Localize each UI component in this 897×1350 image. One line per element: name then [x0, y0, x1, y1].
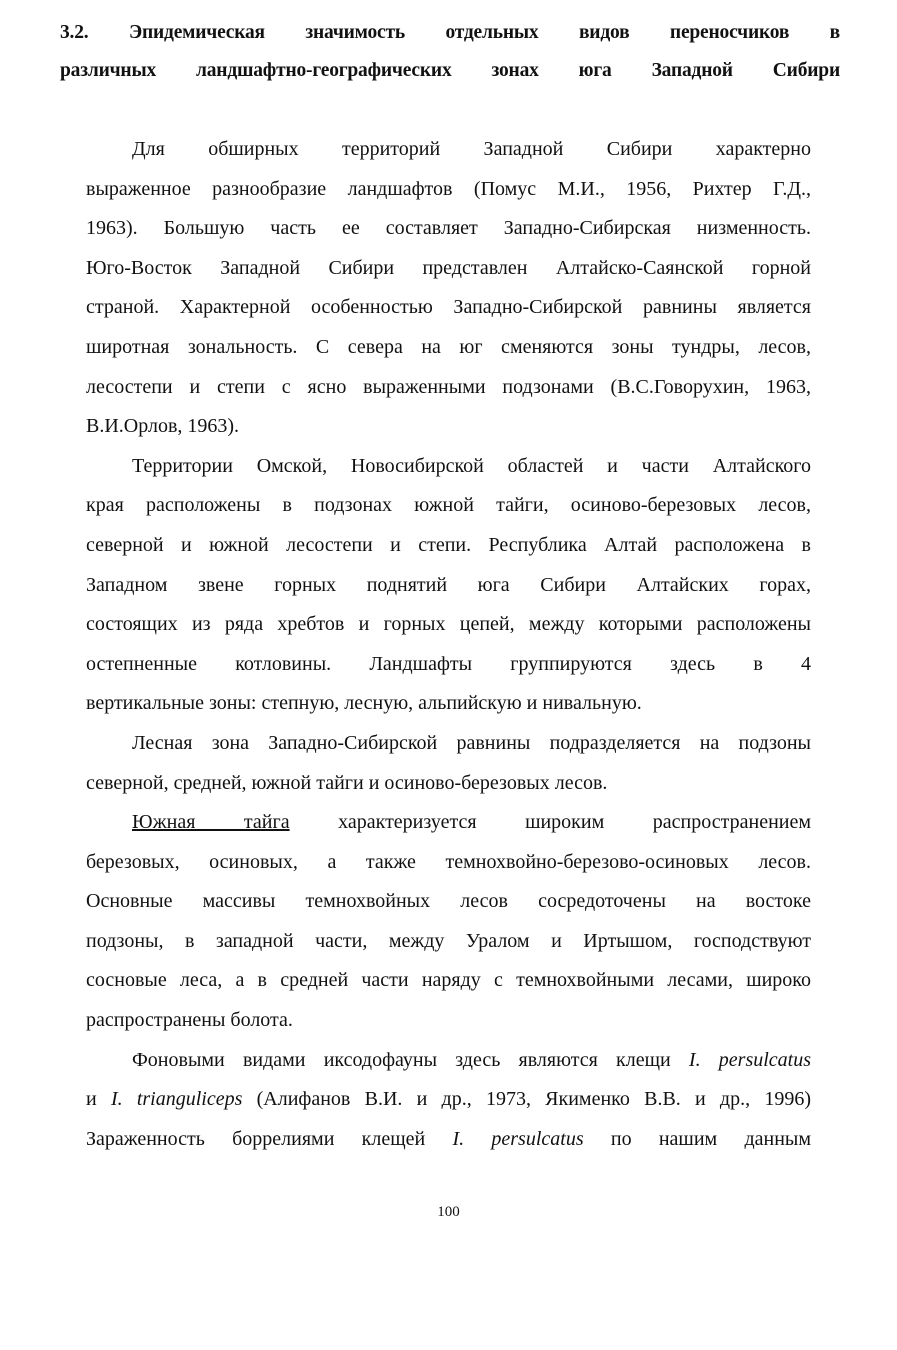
species-name: I. persulcatus — [688, 1048, 811, 1071]
paragraph-4 — [86, 803, 811, 1041]
text-line: сосновые леса, а в средней части наряду с темнохвойными лесами, широко — [86, 969, 811, 992]
text-line: 1963). Большую часть ее составляет Западно-Сибирская низменность. — [86, 217, 811, 240]
text-line — [86, 1120, 811, 1160]
heading-line-2: различных ландшафтно-географических зонах юга Западной Сибири — [60, 60, 840, 81]
text-fragment: характеризуется широким распространением — [338, 811, 812, 834]
text-line — [86, 1080, 811, 1120]
species-name: I. trianguliceps — [110, 1088, 243, 1111]
text-line: страной. Характерной особенностью Западно-Сибирской равнины является — [86, 296, 811, 319]
text-fragment: Зараженность боррелиями клещей — [86, 1127, 426, 1150]
heading-line-1: 3.2. Эпидемическая значимость отдельных видов переносчиков в — [60, 22, 840, 43]
paragraph-3 — [86, 724, 811, 803]
text-line: выраженное разнообразие ландшафтов (Помус М.И., 1956, Рихтер Г.Д., — [86, 177, 811, 200]
text-line: подзоны, в западной части, между Уралом и Иртышом, господствуют — [86, 929, 811, 952]
text-line — [86, 1041, 811, 1081]
text-line: распространены болота. — [86, 1009, 293, 1032]
text-fragment: (Алифанов В.И. и др., 1973, Якименко В.В. и др., 1996) — [256, 1088, 811, 1111]
body-text — [86, 130, 811, 1159]
text-line: широтная зональность. С севера на юг сменяются зоны тундры, лесов, — [86, 335, 811, 358]
text-line: края расположены в подзонах южной тайги, осиново-березовых лесов, — [86, 494, 811, 517]
text-line: В.И.Орлов, 1963). — [86, 415, 240, 438]
text-line: северной и южной лесостепи и степи. Республика Алтай расположена в — [86, 533, 811, 556]
text-line: состоящих из ряда хребтов и горных цепей, между которыми расположены — [86, 613, 811, 636]
text-line — [86, 803, 811, 843]
text-line: Западном звене горных поднятий юга Сибири Алтайских горах, — [86, 573, 811, 596]
text-line: остепненные котловины. Ландшафты группируются здесь в 4 — [86, 652, 811, 675]
text-fragment: по нашим данным — [610, 1127, 811, 1150]
paragraph-5 — [86, 1041, 811, 1160]
text-line: Территории Омской, Новосибирской областей и части Алтайского — [132, 454, 811, 477]
text-line: березовых, осиновых, а также темнохвойно-березово-осиновых лесов. — [86, 850, 811, 873]
section-heading — [60, 14, 840, 90]
text-line: северной, средней, южной тайги и осиново-березовых лесов. — [86, 771, 608, 794]
text-line: Для обширных территорий Западной Сибири характерно — [132, 138, 811, 160]
page-number: 100 — [437, 1204, 460, 1220]
paragraph-1 — [86, 130, 811, 447]
underlined-term: Южная тайга — [132, 811, 290, 834]
text-fragment: Фоновыми видами иксодофауны здесь являются клещи — [132, 1048, 671, 1071]
text-line: Юго-Восток Западной Сибири представлен Алтайско-Саянской горной — [86, 256, 811, 279]
text-line: Основные массивы темнохвойных лесов сосредоточены на востоке — [86, 890, 811, 913]
species-name: I. persulcatus — [452, 1127, 584, 1150]
text-line: лесостепи и степи с ясно выраженными подзонами (В.С.Говорухин, 1963, — [86, 375, 811, 398]
text-line: вертикальные зоны: степную, лесную, альпийскую и нивальную. — [86, 692, 642, 715]
paragraph-2 — [86, 447, 811, 724]
text-line: Лесная зона Западно-Сибирской равнины подразделяется на подзоны — [132, 731, 811, 754]
text-fragment: и — [86, 1088, 97, 1111]
